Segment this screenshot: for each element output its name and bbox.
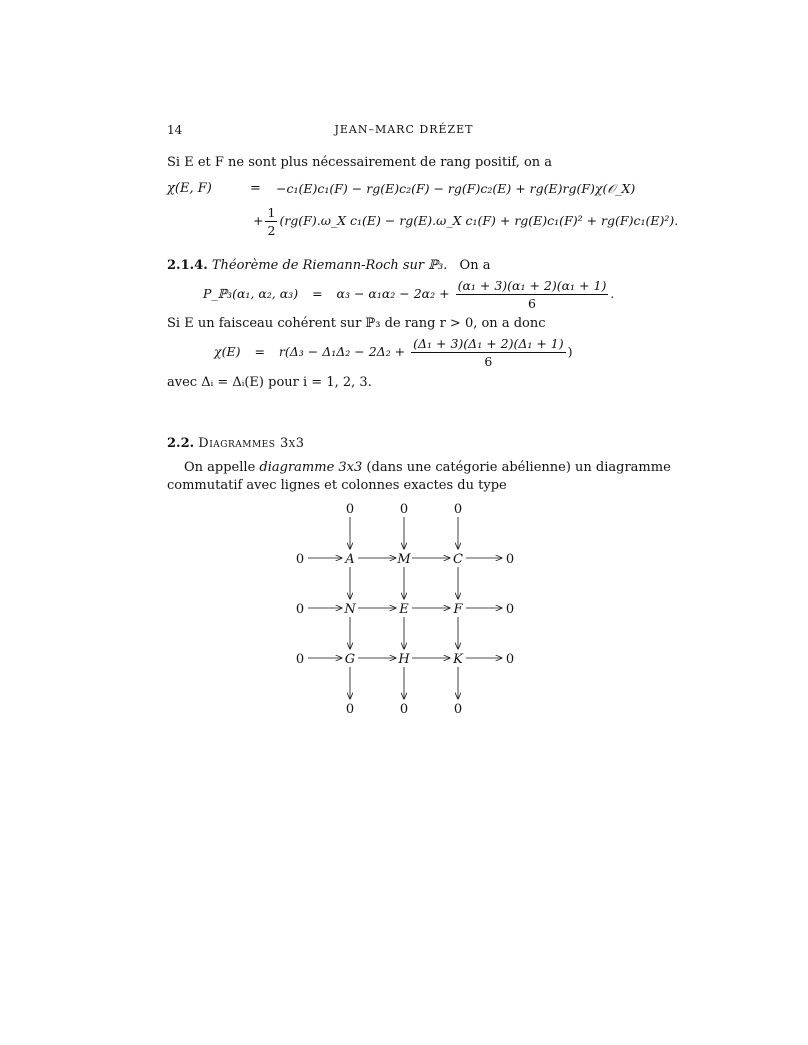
diagram-zero-bottom-1: 0 [345,702,355,717]
section-22-para-line2: commutatif avec lignes et colonnes exactes du type [167,478,507,493]
eq1-line2-plus: + [253,213,264,228]
section-22-para-line1 [184,460,671,475]
eq-chi-frac-den: 6 [484,354,493,369]
diagram-object-K: K [453,652,463,667]
diagram-object-F: F [453,602,463,617]
eq1-rhs: −c₁(E)c₁(F) − rg(E)c₂(F) − rg(F)c₂(E) + rg(E)rg(F)χ(𝒪_X) [276,181,636,196]
diagram-object-M: M [397,552,411,567]
diagram-zero-top-3: 0 [453,502,463,517]
eq-rr-lhs: P_ℙ₃(α₁, α₂, α₃) [203,286,299,301]
diagram-zero-bottom-2: 0 [399,702,409,717]
eq-rr-rhs: α₃ − α₁α₂ − 2α₂ + [336,286,450,301]
eq1-frac-den: 2 [267,223,276,238]
diagram-zero-right-1: 0 [505,552,515,567]
eq-chi-end: ) [567,344,573,359]
section-214-title: Théorème de Riemann-Roch sur ℙ₃. [211,258,448,273]
eq1-frac-num: 1 [267,205,276,220]
section-214-text2: Si E un faisceau cohérent sur ℙ₃ de rang r > 0, on a donc [167,316,546,331]
page-number: 14 [167,123,183,137]
diagram-object-A: A [345,552,355,567]
eq1-rel: = [250,181,261,196]
section-22-heading [167,436,305,451]
para1-intro: Si E et F ne sont plus nécessairement de rang positif, on a [167,155,553,170]
section-22-title: Diagrammes 3x3 [198,436,305,451]
running-head: JEAN–MARC DRÉZET [334,123,474,136]
diagram-zero-right-3: 0 [505,652,515,667]
eq-chi-frac-num: (Δ₁ + 3)(Δ₁ + 2)(Δ₁ + 1) [413,336,564,351]
eq-rr-fraction [456,278,609,311]
eq-rr-frac-den: 6 [527,296,536,311]
eq-rr [203,278,614,311]
eq-chi [214,336,573,369]
diagram-object-N: N [344,602,356,617]
diagram-zero-top-2: 0 [399,502,409,517]
eq-chi-fraction [411,336,566,369]
eq-chi-rhs: r(Δ₃ − Δ₁Δ₂ − 2Δ₂ + [278,344,406,359]
diagram-zero-left-2: 0 [295,602,305,617]
eq-rr-rel: = [312,286,323,301]
diagram-object-C: C [453,552,463,567]
section-214-lead: On a [459,258,491,273]
eq1-lhs: χ(E, F) [167,181,212,196]
diagram-zero-right-2: 0 [505,602,515,617]
section-214-number: 2.1.4. [167,258,208,273]
section-22-para-b: (dans une catégorie abélienne) un diagramme [366,460,671,475]
eq-chi-rel: = [254,344,265,359]
diagram-object-G: G [344,652,356,667]
diagram-zero-left-3: 0 [295,652,305,667]
section-22-number: 2.2. [167,436,195,451]
eq1-line2 [253,205,678,238]
section-214-heading [167,258,490,273]
eq-rr-end: . [610,286,615,301]
diagram-object-E: E [399,602,409,617]
diagram-zero-top-1: 0 [345,502,355,517]
section-214-text3: avec Δᵢ = Δᵢ(E) pour i = 1, 2, 3. [167,375,372,390]
section-22-para-em: diagramme 3x3 [259,460,363,475]
diagram-object-H: H [398,652,410,667]
diagram-3x3 [280,498,530,720]
eq-rr-frac-num: (α₁ + 3)(α₁ + 2)(α₁ + 1) [457,278,607,293]
eq-chi-lhs: χ(E) [214,344,241,359]
diagram-zero-bottom-3: 0 [453,702,463,717]
section-22-para-a: On appelle [184,460,256,475]
eq1-line2-rest: (rg(F).ω_X c₁(E) − rg(E).ω_X c₁(F) + rg(E)c₁(F)² + rg(F)c₁(E)²). [279,213,679,228]
eq1-half-fraction [265,205,277,238]
diagram-zero-left-1: 0 [295,552,305,567]
